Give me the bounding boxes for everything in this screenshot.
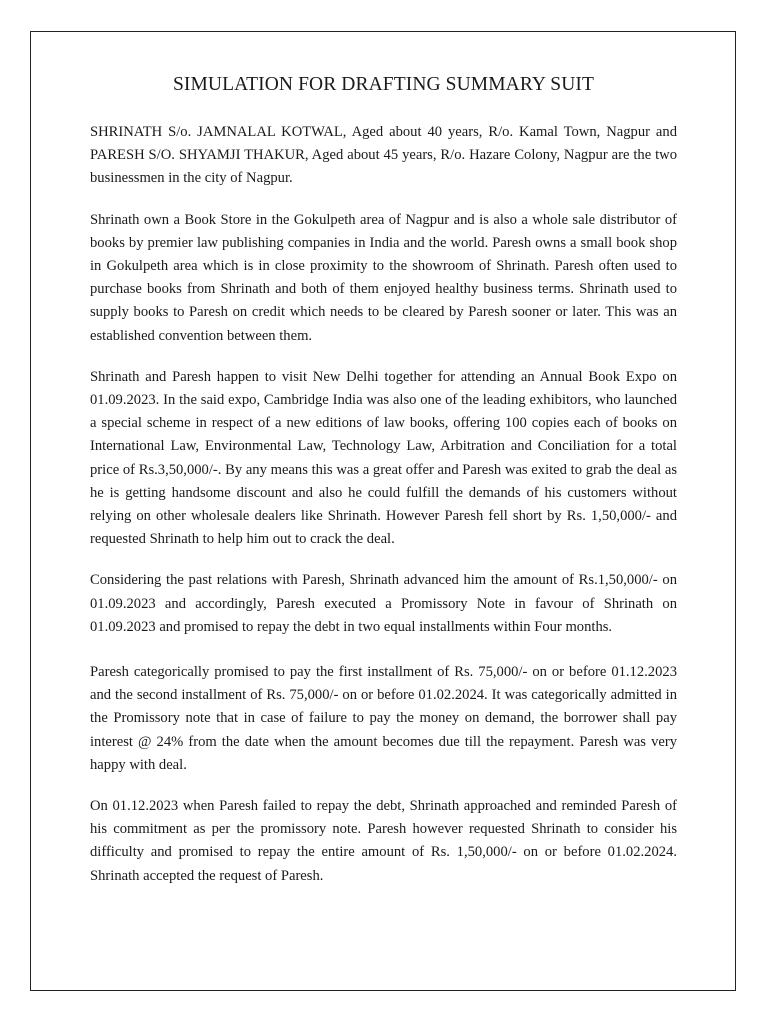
- paragraph-book-expo: Shrinath and Paresh happen to visit New Delhi together for attending an Annual Book Expo on 01.09.2023. In the said expo, Cambridge India was also one of the leading exhibitors, who launched a special scheme in respect of a new editions of law books, offering 100 copies each of books on International Law, Environmental Law, Technology Law, Arbitration and Conciliation for a total price of Rs.3,50,000/-. By any means this was a great offer and Paresh was exited to grab the deal as he is getting handsome discount and also he could fulfill the demands of his customers without relying on other wholesale dealers like Shrinath. However Paresh fell short by Rs. 1,50,000/- and requested Shrinath to help him out to crack the deal.: [90, 368, 677, 548]
- document-title: SIMULATION FOR DRAFTING SUMMARY SUIT: [172, 74, 595, 95]
- paragraph-default: On 01.12.2023 when Paresh failed to repay the debt, Shrinath approached and reminded Paresh of his commitment as per the promissory note. Paresh however requested Shrinath to consider his difficulty and promised to repay the entire amount of Rs. 1,50,000/- on or before 01.02.2024. Shrinath accepted the request of Paresh.: [90, 798, 677, 884]
- paragraph-promissory-note: Considering the past relations with Paresh, Shrinath advanced him the amount of Rs.1,50,000/- on 01.09.2023 and accordingly, Paresh executed a Promissory Note in favour of Shrinath on 01.09.2023 and promised to repay the debt in two equal installments within Four months.: [90, 572, 677, 635]
- paragraph-parties: SHRINATH S/o. JAMNALAL KOTWAL, Aged about 40 years, R/o. Kamal Town, Nagpur and PARESH S/O. SHYAMJI THAKUR, Aged about 45 years, R/o. Hazare Colony, Nagpur are the two businessmen in the city of Nagpur.: [90, 124, 677, 187]
- paragraph-installments: Paresh categorically promised to pay the first installment of Rs. 75,000/- on or before 01.12.2023 and the second installment of Rs. 75,000/- on or before 01.02.2024. It was categorically admitted in the Promissory note that in case of failure to pay the money on demand, the borrower shall pay interest @ 24% from the date when the amount becomes due till the repayment. Paresh was very happy with deal.: [90, 664, 677, 773]
- paragraph-business-relation: Shrinath own a Book Store in the Gokulpeth area of Nagpur and is also a whole sale distributor of books by premier law publishing companies in India and the world. Paresh owns a small book shop in Gokulpeth area which is in close proximity to the showroom of Shrinath. Paresh often used to purchase books from Shrinath and both of them enjoyed healthy business terms. Shrinath used to supply books to Paresh on credit which needs to be cleared by Paresh sooner or later. This was an established convention between them.: [90, 211, 677, 344]
- document-body: [90, 74, 677, 906]
